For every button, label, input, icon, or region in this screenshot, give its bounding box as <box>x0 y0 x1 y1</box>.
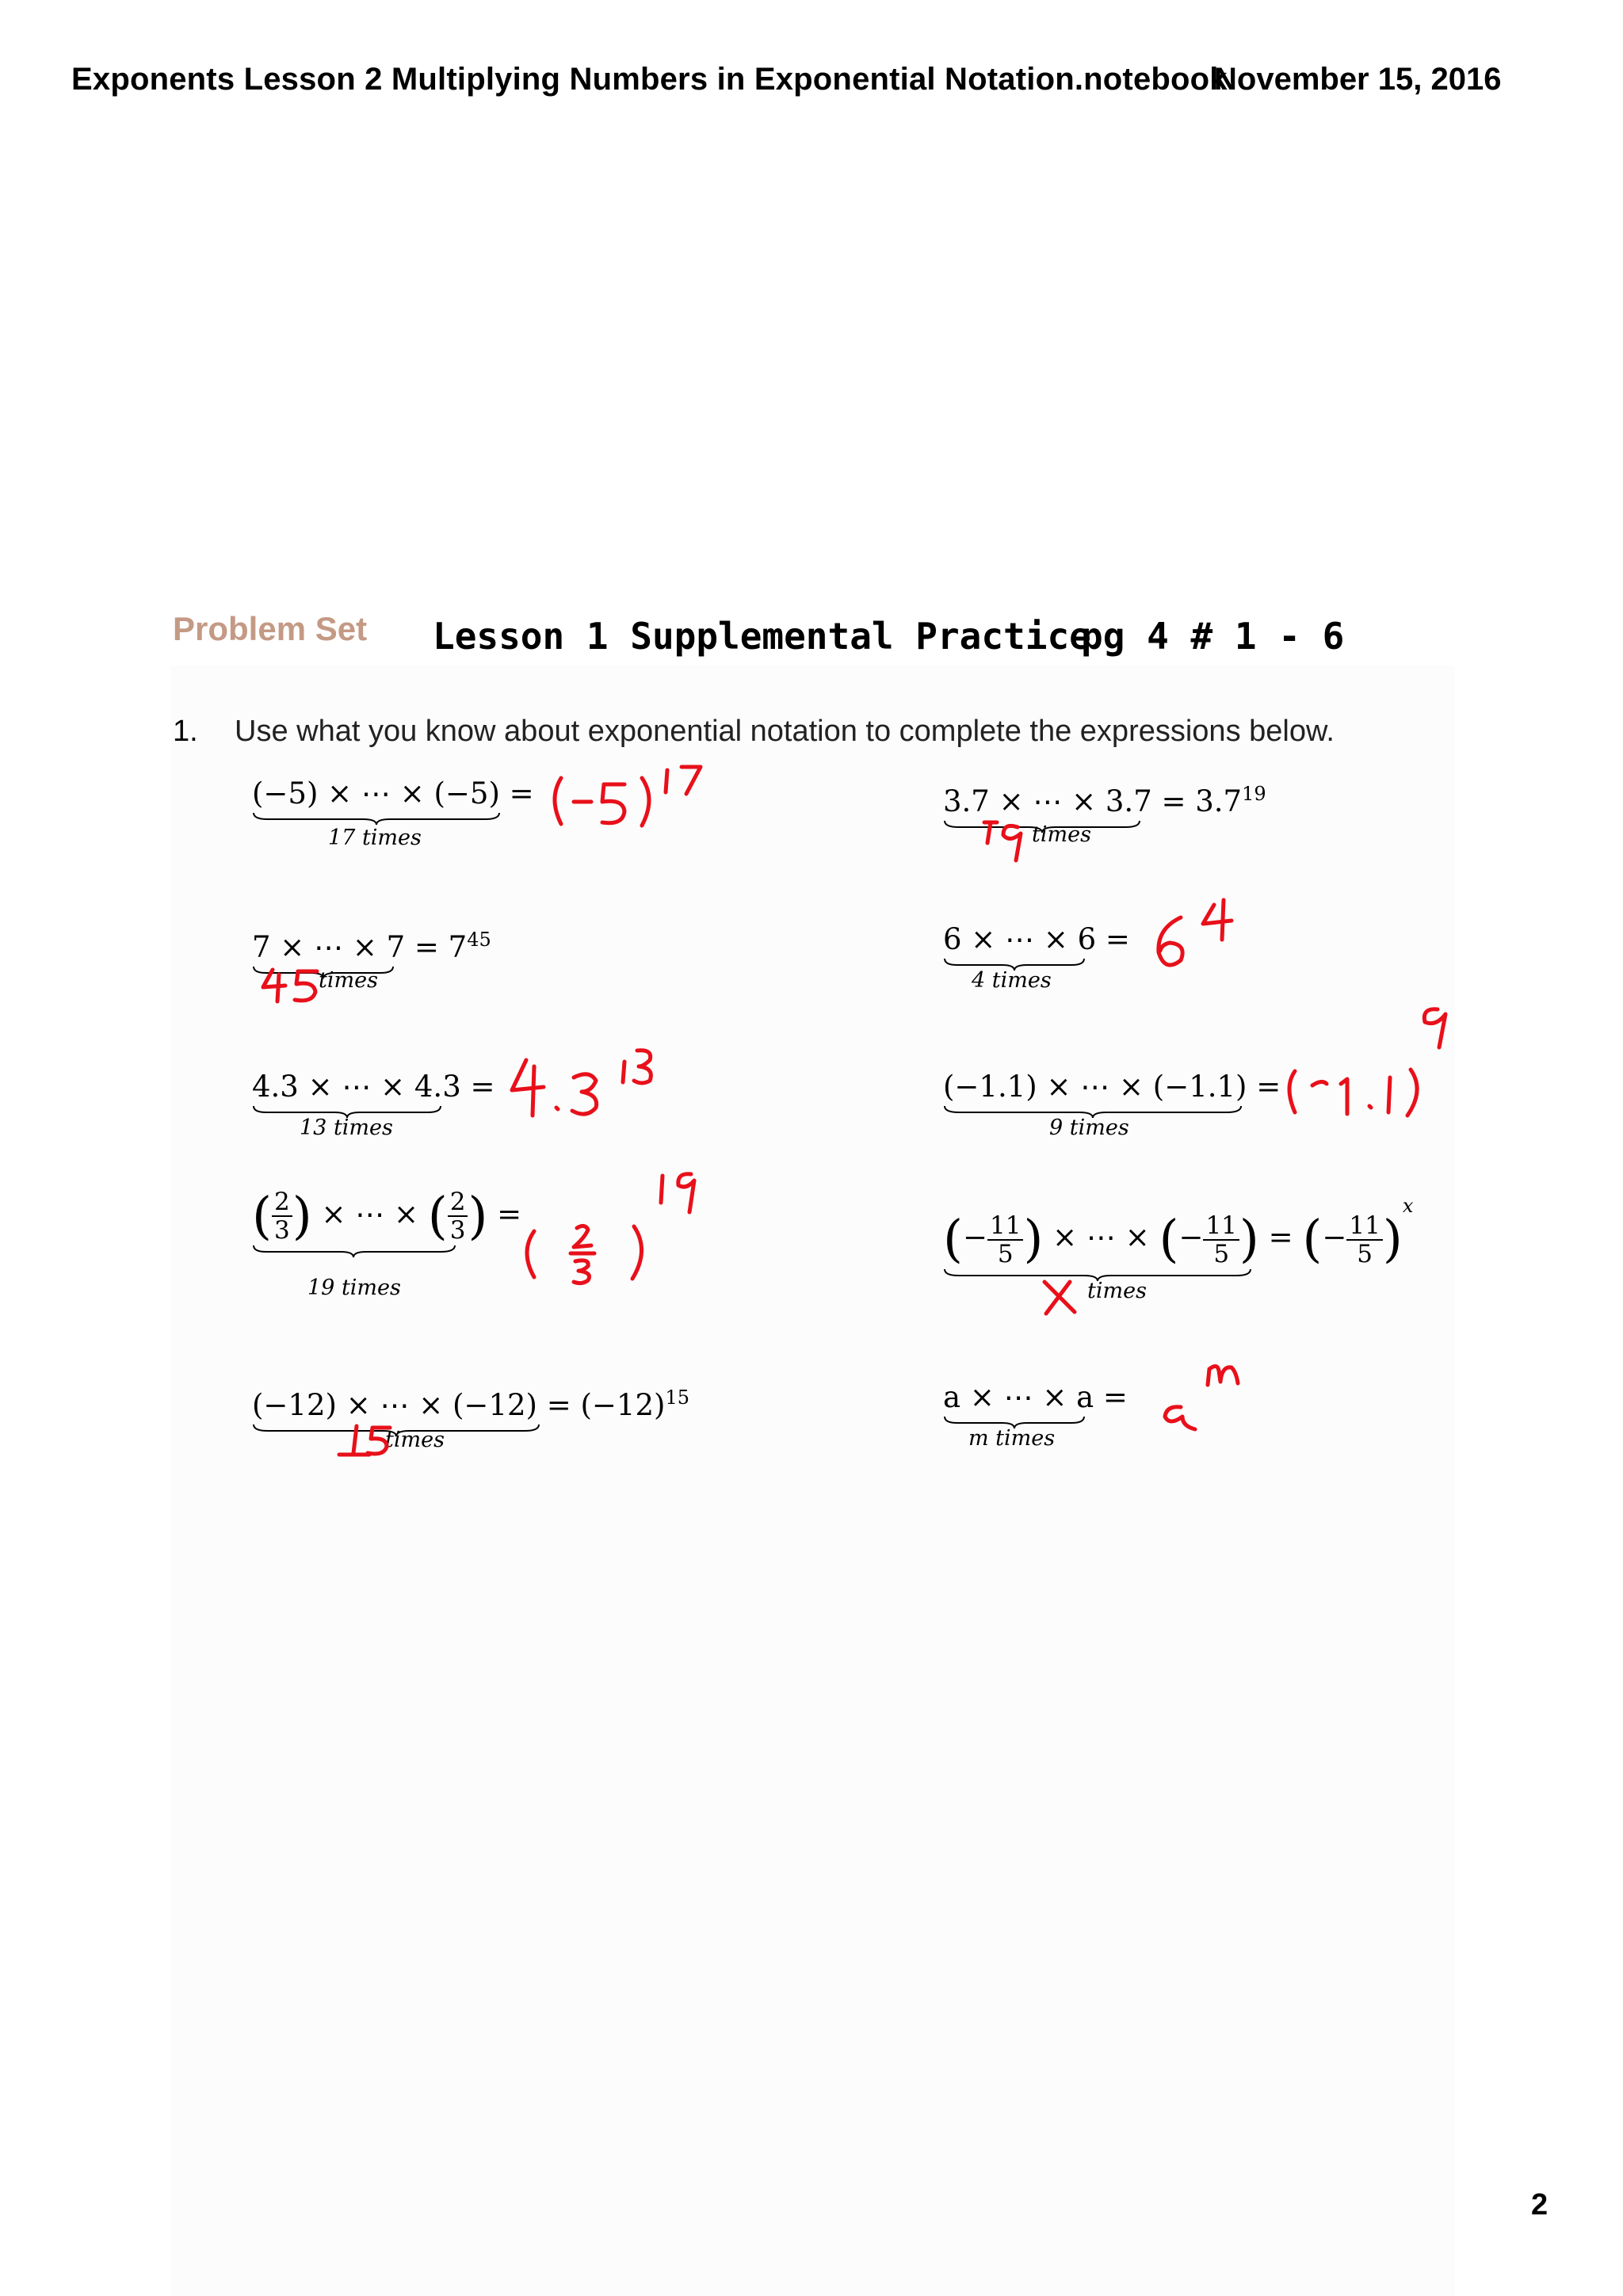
handwritten-answer-7 <box>515 1158 721 1285</box>
handwritten-lesson-note: Lesson 1 Supplemental Practice <box>433 615 1091 658</box>
problem-2-count-label: times <box>1032 822 1091 847</box>
problem-5 <box>252 1070 495 1140</box>
problem-6-count-label: 9 times <box>1049 1116 1129 1140</box>
problem-8-count-label: times <box>1087 1279 1147 1303</box>
problem-8 <box>943 1188 1414 1303</box>
problem-3-expression: 7 × ⋯ × $7 = 7^{45}$ <box>252 929 491 964</box>
problem-4-count-label: 4 times <box>972 968 1052 993</box>
handwritten-answer-2 <box>980 816 1035 865</box>
problem-6-expression: (−1.1) × ⋯ × (−1.1) = <box>943 1070 1281 1104</box>
handwritten-answer-8 <box>1038 1277 1086 1317</box>
page-number: 2 <box>1531 2188 1549 2222</box>
worksheet-scan <box>171 666 1455 2296</box>
problem-1 <box>252 776 534 850</box>
problem-4-expression: 6 × ⋯ × 6 = <box>943 922 1130 956</box>
question-text: Use what you know about exponential notation to complete the expressions below. <box>235 715 1335 748</box>
problem-10-expression: a × ⋯ × a = <box>943 1380 1128 1414</box>
problem-1-expression: (−5) × ⋯ × (−5) = <box>252 776 534 810</box>
problem-4 <box>943 922 1130 993</box>
problem-5-expression: 4.3 × ⋯ × 4.3 = <box>252 1070 495 1104</box>
problem-5-count-label: 13 times <box>300 1116 393 1140</box>
problem-3-count-label: times <box>319 968 378 993</box>
handwritten-answer-10 <box>1154 1358 1257 1445</box>
problem-10 <box>943 1380 1128 1451</box>
problem-7-expression: ( $\frac{2}{3}$ ) × ⋯ × ( $\frac{2}{3}$ ) = <box>252 1187 522 1245</box>
handwritten-page-note: pg 4 # 1 - 6 <box>1081 615 1345 658</box>
handwritten-answer-3 <box>258 967 330 1008</box>
problem-1-count-label: 17 times <box>328 826 422 850</box>
notebook-title: Exponents Lesson 2 Multiplying Numbers in Exponential Notation.notebook <box>71 62 1228 97</box>
underbrace <box>252 1244 456 1258</box>
notebook-date: November 15, 2016 <box>1214 62 1502 97</box>
handwritten-answer-9 <box>338 1423 398 1459</box>
handwritten-answer-4 <box>1149 897 1252 976</box>
problem-7 <box>252 1187 522 1300</box>
handwritten-answer-6 <box>1281 995 1471 1130</box>
problem-9 <box>252 1380 689 1452</box>
question-number: 1. <box>173 715 198 748</box>
problem-set-label: Problem Set <box>173 610 368 647</box>
problem-9-count-label: times <box>385 1428 445 1452</box>
problem-2-expression: 3.7 × ⋯ × $3.7 = 3.7^{19}$ <box>943 783 1266 818</box>
handwritten-answer-1 <box>547 761 737 840</box>
underbrace <box>252 811 501 826</box>
handwritten-answer-5 <box>507 1043 674 1130</box>
problem-8-expression: (− $\frac{11}{5}$ ) × ⋯ × (− $\frac{11}{5}$ ) = (− $\frac{11}{5}$ )$^x$ <box>943 1195 1414 1269</box>
problem-7-count-label: 19 times <box>307 1276 401 1300</box>
problem-10-count-label: m times <box>968 1426 1056 1451</box>
problem-9-expression: (−12) × ⋯ × $(-12) = (-12)^{15}$ <box>252 1386 689 1422</box>
problem-6 <box>943 1070 1281 1140</box>
